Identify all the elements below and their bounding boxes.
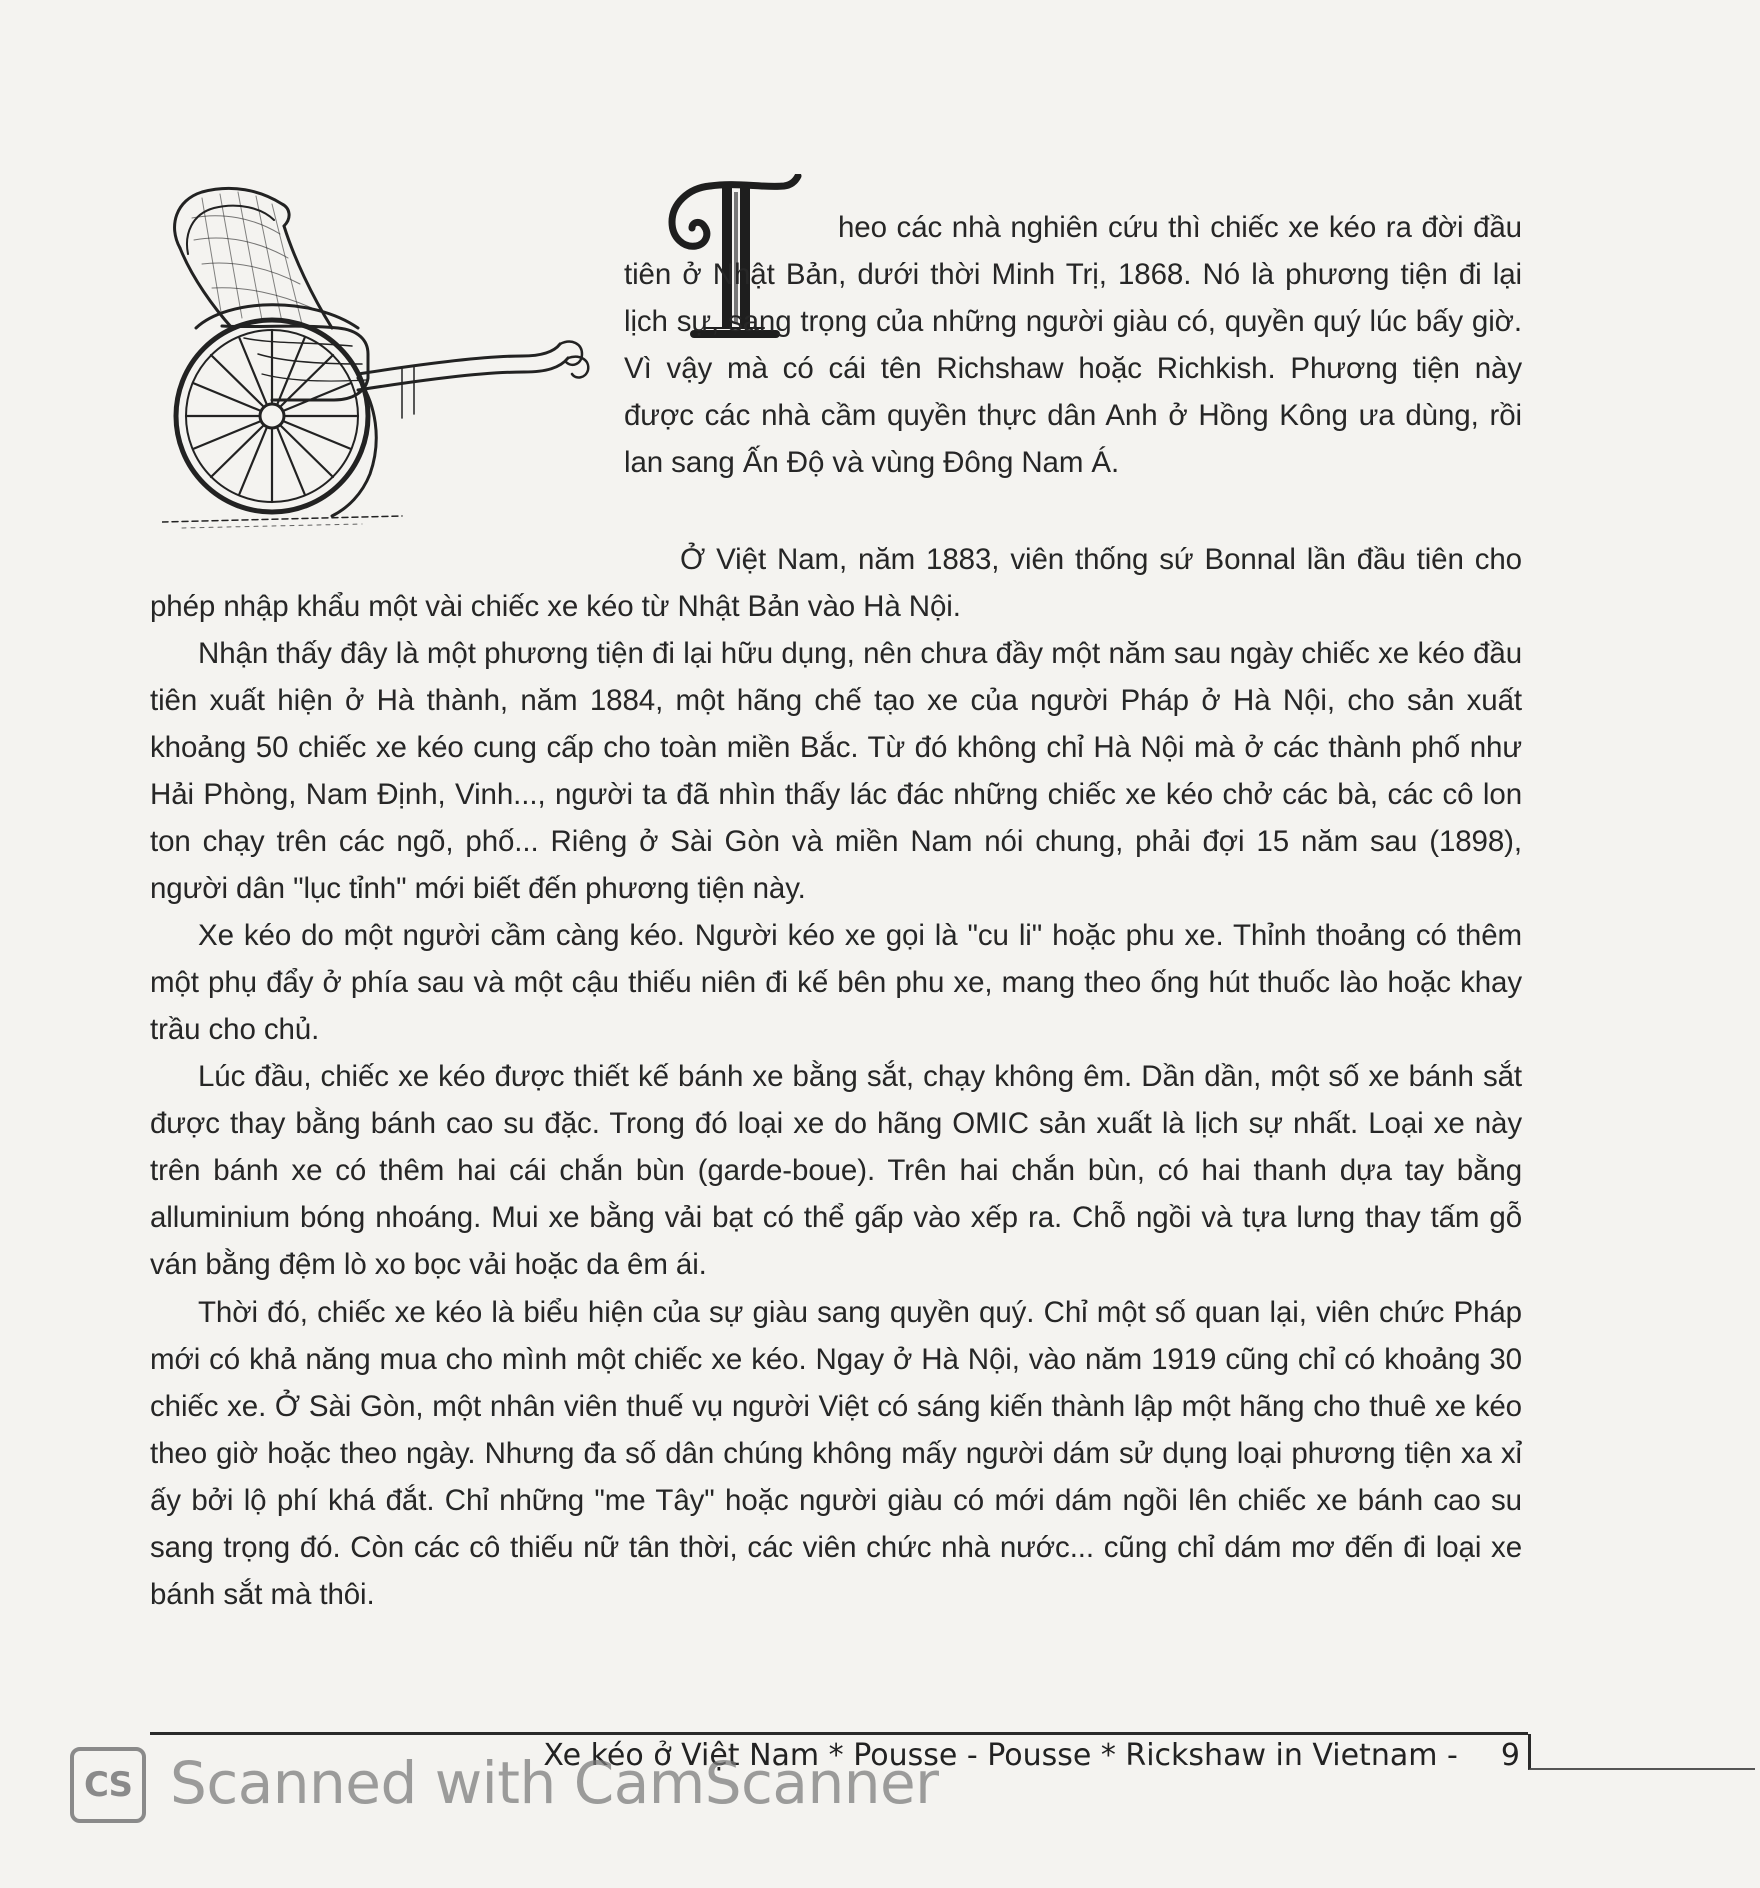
camscanner-logo-icon: CS [70,1747,146,1823]
footer-box [1528,1734,1755,1770]
running-title: Xe kéo ở Việt Nam * Pousse - Pousse * Rickshaw in Vietnam - [543,1738,1458,1773]
footer-rule [150,1732,1528,1735]
watermark-text: Scanned with CamScanner [170,1749,939,1817]
page-number: 9 [1500,1738,1520,1773]
paragraph-1: heo các nhà nghiên cứu thì chiếc xe kéo ra đời đầu tiên ở Nhật Bản, dưới thời Minh Trị, 1868. Nó là phương tiện đi lại lịch sự, sang trọng của những người giàu có, quyền quý lúc bấy giờ. Vì vậy mà có cái tên Richshaw hoặc Richkish. Phương tiện này được các nhà cầm quyền thực dân Anh ở Hồng Kông ưa dùng, rồi lan sang Ấn Độ và vùng Đông Nam Á. [624,211,1522,479]
paragraph-2: Ở Việt Nam, năm 1883, viên thống sứ Bonnal lần đầu tiên cho phép nhập khẩu một vài chiếc xe kéo từ Nhật Bản vào Hà Nội. [150,543,1522,623]
drop-cap-letter: T [666,174,667,175]
rickshaw-illustration [162,178,598,538]
paragraph-4: Xe kéo do một người cầm càng kéo. Người kéo xe gọi là "cu li" hoặc phu xe. Thỉnh thoảng có thêm một phụ đẩy ở phía sau và một cậu thiếu niên đi kế bên phu xe, mang theo ống hút thuốc lào hoặc khay trầu cho chủ. [150,919,1522,1046]
paragraph-3: Nhận thấy đây là một phương tiện đi lại hữu dụng, nên chưa đầy một năm sau ngày chiếc xe kéo đầu tiên xuất hiện ở Hà thành, năm 1884, một hãng chế tạo xe của người Pháp ở Hà Nội, cho sản xuất khoảng 50 chiếc xe kéo cung cấp cho toàn miền Bắc. Từ đó không chỉ Hà Nội mà ở các thành phố như Hải Phòng, Nam Định, Vinh..., người ta đã nhìn thấy lác đác những chiếc xe kéo chở các bà, các cô lon ton chạy trên các ngõ, phố... Riêng ở Sài Gòn và miền Nam nói chung, phải đợi 15 năm sau (1898), người dân "lục tỉnh" mới biết đến phương tiện này. [150,637,1522,905]
paragraph-6: Thời đó, chiếc xe kéo là biểu hiện của sự giàu sang quyền quý. Chỉ một số quan lại, viên chức Pháp mới có khả năng mua cho mình một chiếc xe kéo. Ngay ở Hà Nội, vào năm 1919 cũng chỉ có khoảng 30 chiếc xe. Ở Sài Gòn, một nhân viên thuế vụ người Việt có sáng kiến thành lập một hãng cho thuê xe kéo theo giờ hoặc theo ngày. Nhưng đa số dân chúng không mấy người dám sử dụng loại phương tiện xa xỉ ấy bởi lộ phí khá đắt. Chỉ những "me Tây" hoặc người giàu có mới dám ngồi lên chiếc xe bánh cao su sang trọng đó. Còn các cô thiếu nữ tân thời, các viên chức nhà nước... cũng chỉ dám mơ đến đi loại xe bánh sắt mà thôi. [150,1296,1522,1611]
paragraph-5: Lúc đầu, chiếc xe kéo được thiết kế bánh xe bằng sắt, chạy không êm. Dần dần, một số xe bánh sắt được thay bằng bánh cao su đặc. Trong đó loại xe do hãng OMIC sản xuất là lịch sự nhất. Loại xe này trên bánh xe có thêm hai cái chắn bùn (garde-boue). Trên hai chắn bùn, có hai thanh dựa tay bằng alluminium bóng nhoáng. Mui xe bằng vải bạt có thể gấp vào xếp ra. Chỗ ngồi và tựa lưng thay tấm gỗ ván bằng đệm lò xo bọc vải hoặc da êm ái. [150,1060,1522,1281]
